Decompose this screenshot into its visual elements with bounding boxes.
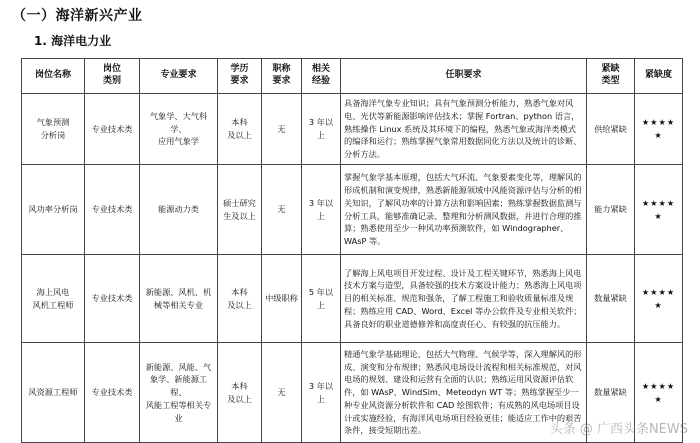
col-header: 岗位名称: [22, 59, 85, 94]
title-requirement: 中级职称: [262, 255, 302, 343]
title-requirement: 无: [262, 165, 302, 255]
education-requirement: 本科 及以上: [218, 343, 262, 443]
job-category: 专业技术类: [85, 343, 140, 443]
col-header: 岗位 类别: [85, 59, 140, 94]
job-requirements: 具备海洋气象专业知识；具有气象预测分析能力，熟悉气象对风电、光伏等新能源影响评估技术；掌握 Fortran、python 语言，熟练操作 Linux 系统及其环境下的编程，熟悉气象或海洋类模式的编译和运行；熟练掌握气象常用数据同化方法以及统计的诊断、分析方法。: [341, 94, 587, 165]
table-row: [22, 165, 683, 255]
major-requirement: 新能源、风机、机 械等相关专业: [140, 255, 218, 343]
col-header: 职称 要求: [262, 59, 302, 94]
title-requirement: 无: [262, 94, 302, 165]
title-requirement: 无: [262, 343, 302, 443]
col-header: 紧缺度: [635, 59, 683, 94]
job-name: 风资源工程师: [22, 343, 85, 443]
major-requirement: 新能源、风能、气 象学、新能源工程、 风能工程等相关专 业: [140, 343, 218, 443]
subsection-heading: 1. 海洋电力业: [34, 34, 112, 48]
job-name: 风功率分析岗: [22, 165, 85, 255]
experience-requirement: 3 年以上: [302, 343, 341, 443]
table-row: [22, 94, 683, 165]
education-requirement: 本科 及以上: [218, 94, 262, 165]
job-category: 专业技术类: [85, 165, 140, 255]
shortage-level: ★★★★ ★: [635, 165, 683, 255]
major-requirement: 能源动力类: [140, 165, 218, 255]
shortage-type: 能力紧缺: [587, 165, 635, 255]
section-heading: （一）海洋新兴产业: [12, 8, 143, 24]
education-requirement: 本科 及以上: [218, 255, 262, 343]
job-category: 专业技术类: [85, 255, 140, 343]
col-header: 相关 经验: [302, 59, 341, 94]
shortage-level: ★★★★ ★: [635, 255, 683, 343]
experience-requirement: 3 年以上: [302, 165, 341, 255]
experience-requirement: 3 年以上: [302, 94, 341, 165]
job-requirements: 了解海上风电项目开发过程、设计及工程关键环节，熟悉海上风电技术方案与造型，具备较强的技术方案设计能力；熟悉海上风电项目的相关标准、规范和强条，了解工程施工和验收质量标准及规程；熟练应用 CAD、Word、Excel 等办公软件及专业相关软件；具备良好的职业道德修养和高度责任心、有较强的抗压能力。: [341, 255, 587, 343]
jobs-table: [21, 58, 683, 443]
job-requirements: 掌握气象学基本原理，包括大气环流、气象要素变化等，理解风的形成机制和演变规律，熟悉新能源领域中风能资源评估与分析的相关知识，了解风功率的计算方法和影响因素；熟练掌握数据监测与分析工具，能够准确记录、整理和分析测风数据，并进行合理的推算；熟悉使用至少一种风功率预测软件，如 Windographer、WAsP 等。: [341, 165, 587, 255]
job-name: 气象预测 分析岗: [22, 94, 85, 165]
education-requirement: 硕士研究 生及以上: [218, 165, 262, 255]
job-requirements: 精通气象学基础理论，包括大气物理、气候学等，深入理解风的形成、演变和分布规律；熟悉风电场设计流程和相关标准规范，对风电场的规划、建设和运营有全面的认识；熟练运用风资源评估软件，如 WAsP、WindSim、Meteodyn WT 等；熟练掌握至少一种专业风资源分析软件和 CAD 绘图软件；有成熟的风电场项目设计或实施经验，有海洋风电场项目经验更佳；能适应工作中的艰苦条件，接受短期出差。: [341, 343, 587, 443]
col-header: 学历 要求: [218, 59, 262, 94]
job-category: 专业技术类: [85, 94, 140, 165]
table-row: [22, 255, 683, 343]
shortage-type: 数量紧缺: [587, 343, 635, 443]
job-name: 海上风电 风机工程师: [22, 255, 85, 343]
table-header-row: [22, 59, 683, 94]
major-requirement: 气象学、大气科学、 应用气象学: [140, 94, 218, 165]
shortage-level: ★★★★ ★: [635, 343, 683, 443]
col-header: 紧缺 类型: [587, 59, 635, 94]
shortage-type: 供给紧缺: [587, 94, 635, 165]
watermark: 头条 @ 广西头条NEWS: [549, 422, 688, 437]
col-header: 任职要求: [341, 59, 587, 94]
shortage-type: 数量紧缺: [587, 255, 635, 343]
col-header: 专业要求: [140, 59, 218, 94]
shortage-level: ★★★★ ★: [635, 94, 683, 165]
experience-requirement: 5 年以上: [302, 255, 341, 343]
